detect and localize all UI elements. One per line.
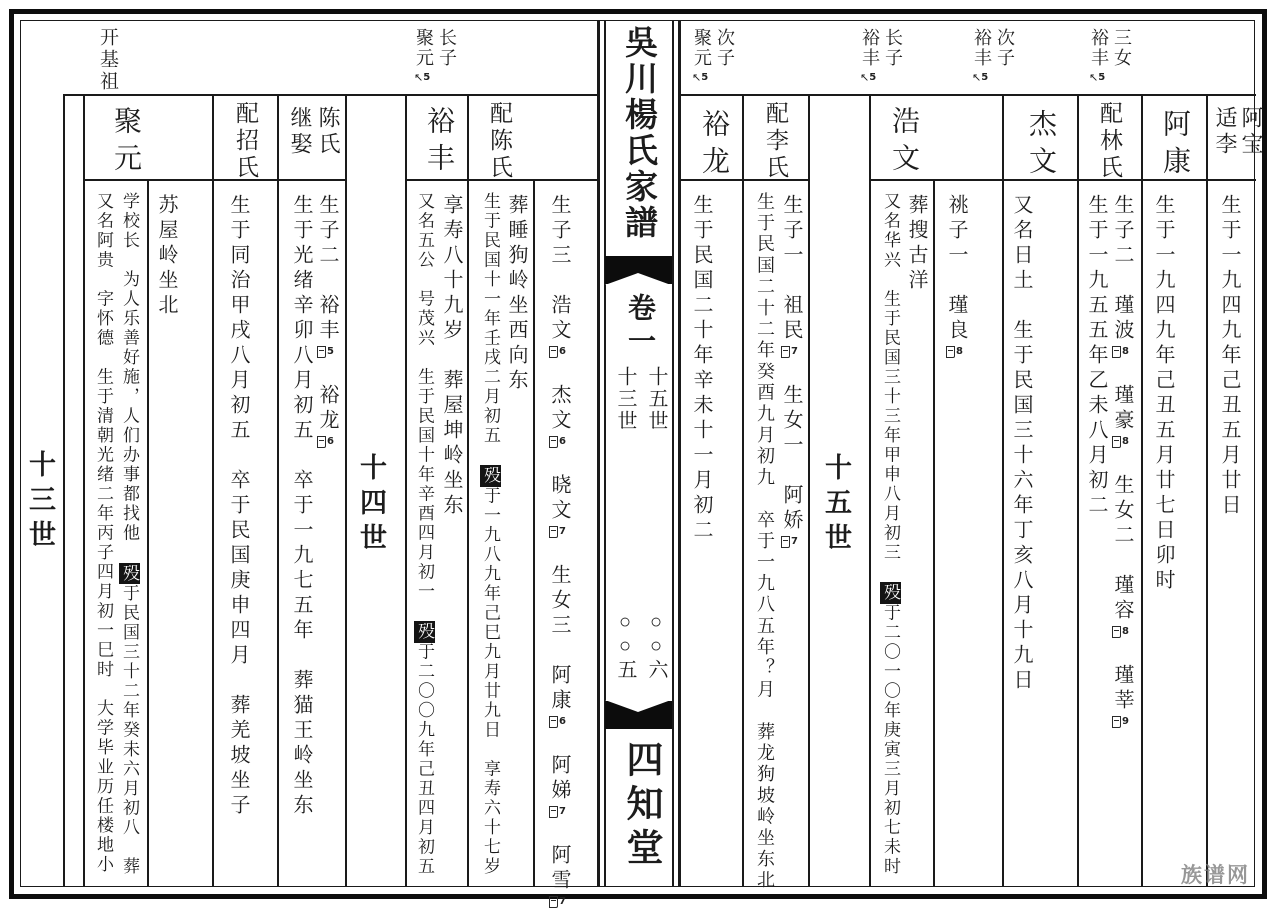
name-cell-jiewen: 杰文 <box>1025 109 1056 183</box>
page-icon <box>1112 626 1121 638</box>
crossref-pageref: ↖ 5 <box>1089 71 1106 84</box>
crossref-relation: 长子 <box>437 28 457 68</box>
crossref-parent: 裕丰 <box>972 28 992 68</box>
haowen-heir-line: 祧子一 瑾良 8 <box>945 194 968 357</box>
folio-number-right: ○○六 <box>645 611 667 681</box>
fishtail-wedge <box>605 700 671 712</box>
crossref-pageref: ↖ 5 <box>414 71 431 84</box>
spine-gen-left: 十三世 <box>614 366 636 432</box>
name-cell-juyuan: 聚元 <box>110 106 141 180</box>
hall-name: 四知堂 <box>620 740 661 872</box>
page-ref: 7 <box>781 345 803 358</box>
name-cell-peilishi: 配李氏 <box>763 101 788 182</box>
name-cell-abao-prefix: 适李 <box>1213 106 1238 158</box>
jiewen-bio-line1: 又名日土 生于民国三十六年丁亥八月十九日 <box>1010 194 1032 694</box>
peilishi-bio-line1: 生于民国二十二年癸酉九月初九 卒于一九八五年？月 葬龙狗坡岭坐东北 <box>755 192 775 892</box>
page-icon <box>317 346 326 358</box>
page-ref: 7 <box>781 535 803 548</box>
grid-line <box>869 94 871 886</box>
crossref-parent: 聚元 <box>692 28 712 68</box>
grid-line <box>1206 94 1208 886</box>
chenshi-bio-line1: 生于光绪辛卯八月初五 卒于一九七五年 葬猫王岭坐东 <box>290 194 312 819</box>
fishtail-wedge <box>605 273 671 285</box>
juyuan-bio-line3: 苏屋岭坐北 <box>155 194 177 319</box>
crossref-parent: 裕丰 <box>1089 28 1109 68</box>
page-ref: 8 <box>946 345 968 358</box>
page-icon <box>1112 716 1121 728</box>
page-ref: 7 <box>549 895 571 908</box>
crossref-pageref: ↖ 5 <box>692 71 709 84</box>
deceased-inverted: 殁 <box>481 466 500 486</box>
up-ref-icon: ↖ <box>860 71 870 84</box>
up-ref-icon: ↖ <box>1089 71 1099 84</box>
peizhaoshi-bio-line1: 生于同治甲戌八月初五 卒于民国庚申四月 葬羌坡坐子 <box>227 194 249 819</box>
page-ref: 7 <box>549 805 571 818</box>
fishtail-ornament-top <box>605 256 672 284</box>
up-ref-icon: ↖ <box>972 71 982 84</box>
deceased-inverted: 殁 <box>415 622 434 642</box>
peichenshi-bio-line1: 生于民国十一年壬戌二月初五 殁于一九八九年己巳九月廿九日 享寿六十七岁 <box>481 192 500 877</box>
page-ref: 5 <box>317 345 339 358</box>
grid-line <box>345 94 347 886</box>
yufeng-bio-line1: 又名五公 号茂兴 生于民国十年辛酉四月初一 殁于二〇〇九年己丑四月初五 <box>415 192 434 877</box>
page-ref: 6 <box>549 435 571 448</box>
page-icon <box>549 346 558 358</box>
crossref-relation: 次子 <box>995 28 1015 68</box>
peichenshi-children-line: 生子三 浩文 6 杰文 6 晓文 7 生女三 阿康 6 阿娣 7 阿雪 7 <box>548 194 571 907</box>
up-ref-icon: ↖ <box>692 71 702 84</box>
page-icon <box>549 526 558 538</box>
name-cell-peilinshi: 配林氏 <box>1097 101 1122 182</box>
name-cell-chenshi-prefix: 继娶 <box>288 106 313 158</box>
page-ref: 7 <box>549 525 571 538</box>
page-icon <box>317 436 326 448</box>
spine-border <box>597 20 600 886</box>
grid-line <box>467 94 469 886</box>
volume-label: 卷一 <box>624 293 655 359</box>
page-icon <box>549 436 558 448</box>
grid-line <box>83 94 85 886</box>
deceased-inverted: 殁 <box>120 563 139 583</box>
crossref-pageref: ↖ 5 <box>972 71 989 84</box>
generation-label-15: 十五世 <box>821 453 851 558</box>
up-ref-icon: ↖ <box>414 71 424 84</box>
crossref-relation: 三女 <box>1112 28 1132 68</box>
name-cell-akang: 阿康 <box>1159 109 1190 183</box>
peilinshi-children-line: 生子二 瑾波 8 瑾豪 8 生女二 瑾容 8 瑾莘 9 <box>1111 194 1134 727</box>
grid-line <box>63 94 65 886</box>
name-cell-yulong: 裕龙 <box>698 109 729 183</box>
peichenshi-bio-line2: 葬睡狗岭坐西向东 <box>505 194 527 394</box>
crossref-relation: 次子 <box>715 28 735 68</box>
spine-border <box>678 20 681 886</box>
grid-line <box>808 94 810 886</box>
grid-line <box>63 94 598 96</box>
spine-border <box>672 20 674 886</box>
name-cell-peichenshi: 配陈氏 <box>487 101 512 182</box>
spine-border <box>604 20 606 886</box>
yufeng-bio-line2: 享寿八十九岁 葬屋坤岭坐东 <box>440 194 462 519</box>
grid-line <box>679 94 1256 96</box>
page-ref: 8 <box>1112 625 1134 638</box>
name-cell-haowen: 浩文 <box>888 106 919 180</box>
akang-bio-line1: 生于一九四九年己丑五月廿七日卯时 <box>1152 194 1174 594</box>
page-ref: 9 <box>1112 715 1134 728</box>
name-cell-yufeng: 裕丰 <box>423 106 454 180</box>
page-ref: 6 <box>549 345 571 358</box>
page-icon <box>781 536 790 548</box>
grid-line <box>1077 94 1079 886</box>
grid-line <box>1141 94 1143 886</box>
crossref-parent: 裕丰 <box>860 28 880 68</box>
grid-line <box>212 94 214 886</box>
grid-line <box>869 179 1256 181</box>
grid-line <box>405 94 407 886</box>
crossref-parent: 聚元 <box>414 28 434 68</box>
peilishi-children-line: 生子一 祖民 7 生女一 阿娇 7 <box>780 194 803 547</box>
juyuan-bio-line2: 学校长 为人乐善好施，人们办事都找他 殁于民国三十二年癸未六月初八 葬 <box>120 192 139 877</box>
grid-line <box>933 179 935 886</box>
generation-label-14: 十四世 <box>356 453 386 558</box>
crossref-pageref: ↖ 5 <box>860 71 877 84</box>
name-cell-abao: 阿宝 <box>1239 106 1264 158</box>
site-watermark: 族谱网 <box>1181 864 1250 887</box>
generation-label-13: 十三世 <box>25 450 55 555</box>
deceased-inverted: 殁 <box>881 583 900 603</box>
grid-line <box>533 179 535 886</box>
grid-line <box>1002 94 1004 886</box>
juyuan-bio-line1: 又名阿贵 字怀德 生于清朝光绪二年丙子四月初一巳时 大学毕业历任楼地小 <box>94 192 113 875</box>
grid-line <box>277 94 279 886</box>
peilinshi-bio-line1: 生于一九五五年乙未八月初二 <box>1085 194 1107 519</box>
abao-bio-line1: 生于一九四九年己丑五月廿日 <box>1218 194 1240 519</box>
grid-line <box>147 179 149 886</box>
page-icon <box>549 806 558 818</box>
crossref-relation: 长子 <box>883 28 903 68</box>
page-icon <box>1112 346 1121 358</box>
page-icon <box>549 896 558 908</box>
page-ref: 8 <box>1112 435 1134 448</box>
origin-ancestor-label: 开基祖 <box>97 27 118 93</box>
spine-gen-right: 十五世 <box>645 366 667 432</box>
page-icon <box>946 346 955 358</box>
haowen-bio-line1: 又名华兴 生于民国三十三年甲申八月初三 殁于二〇一〇年庚寅三月初七未时 <box>881 192 900 877</box>
page-ref: 8 <box>1112 345 1134 358</box>
page-ref: 6 <box>549 715 571 728</box>
name-cell-chenshi: 陈氏 <box>316 106 341 158</box>
yulong-bio-line1: 生于民国二十年辛未十一月初二 <box>690 194 712 544</box>
haowen-bio-line2: 葬搜古洋 <box>905 194 927 294</box>
book-title: 吳川楊氏家譜 <box>620 25 656 241</box>
page-icon <box>1112 436 1121 448</box>
page-icon <box>549 716 558 728</box>
name-cell-peizhaoshi: 配招氏 <box>233 101 258 182</box>
grid-line <box>742 94 744 886</box>
chenshi-children-line: 生子二 裕丰 5 裕龙 6 <box>316 194 339 447</box>
fishtail-ornament-bottom <box>605 701 672 729</box>
folio-number-left: ○○五 <box>614 611 636 681</box>
page-ref: 6 <box>317 435 339 448</box>
page-icon <box>781 346 790 358</box>
